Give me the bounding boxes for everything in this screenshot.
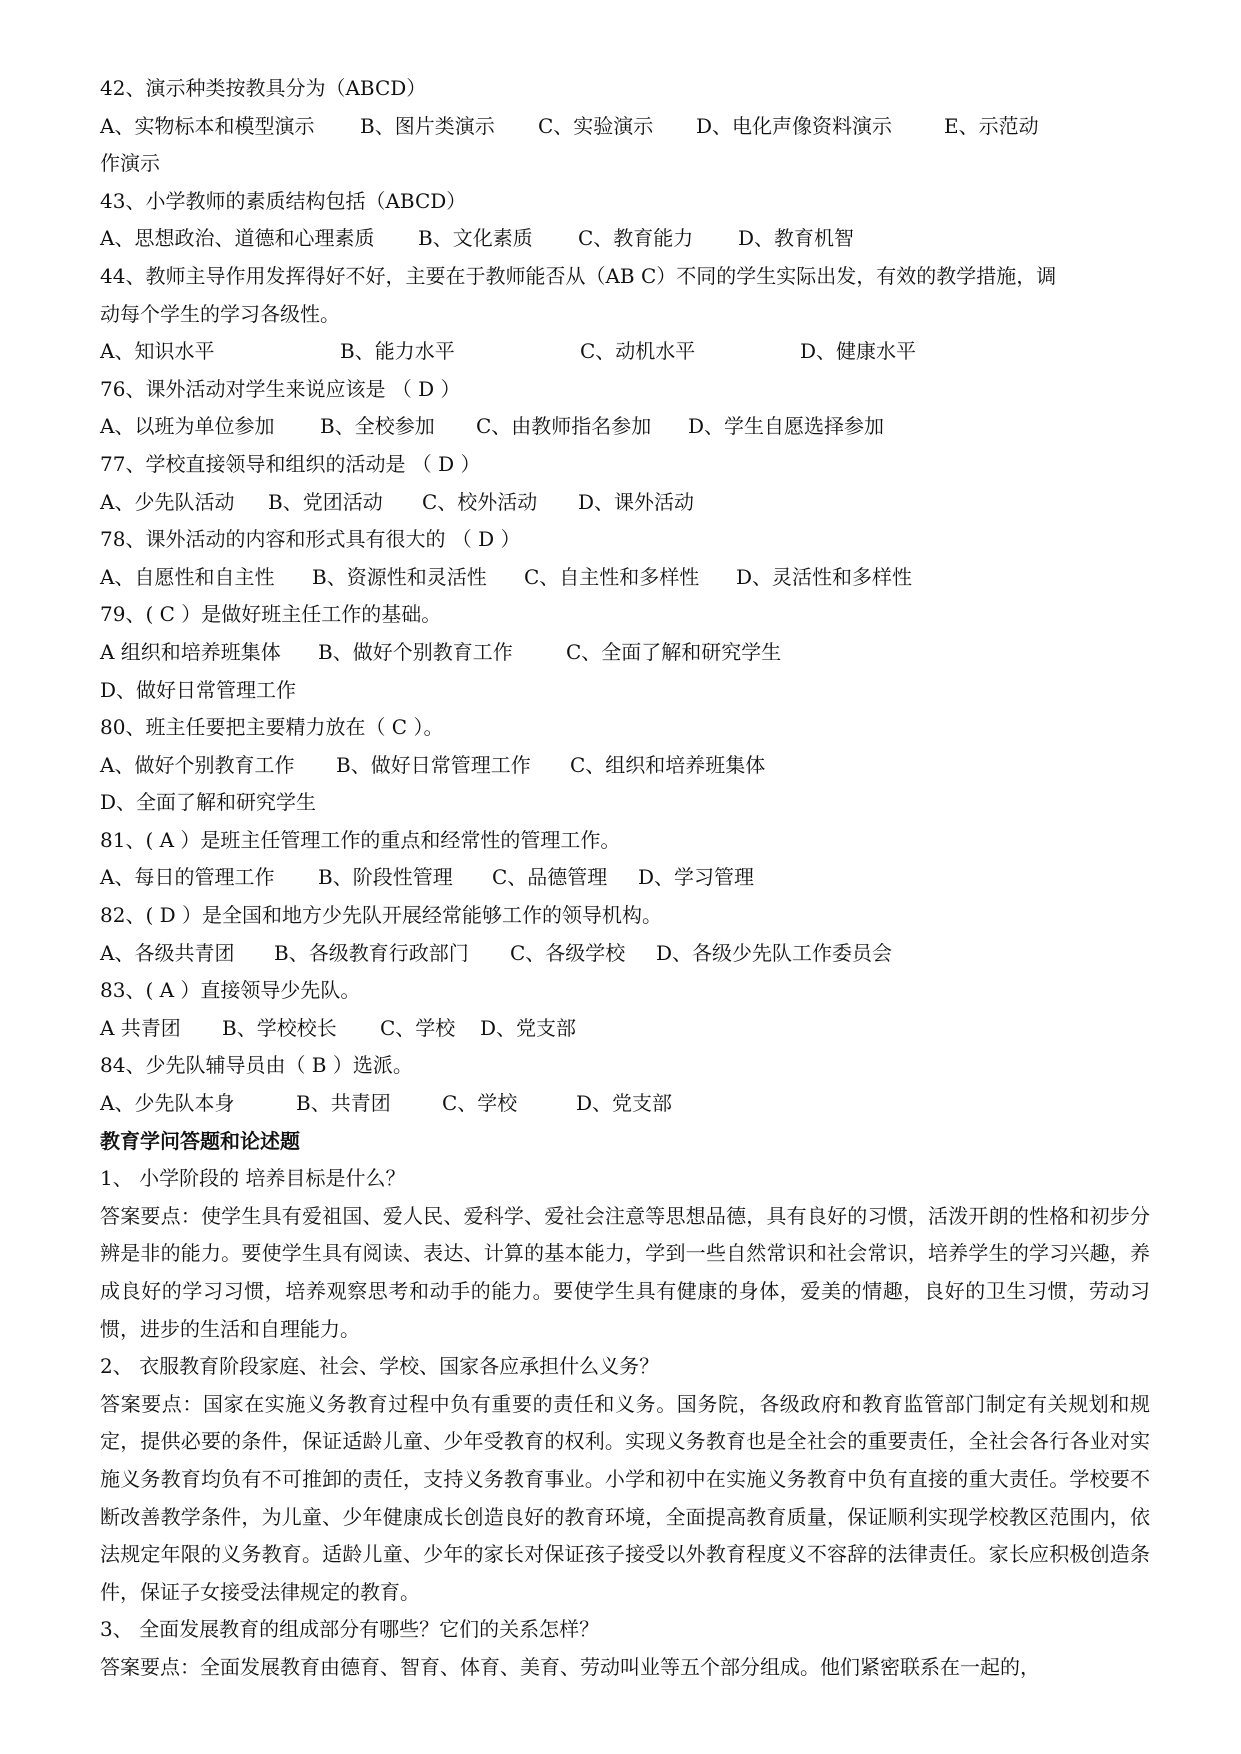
option-a: A、自愿性和自主性 bbox=[100, 564, 275, 589]
question-42: 42、演示种类按教具分为（ABCD） bbox=[100, 76, 427, 100]
option-c: C、校外活动 bbox=[422, 489, 538, 514]
option-d: D、教育机智 bbox=[738, 226, 855, 251]
option-d: D、学生自愿选择参加 bbox=[688, 414, 885, 439]
question-78-options bbox=[100, 559, 1150, 597]
option-b: B、文化素质 bbox=[418, 226, 533, 251]
question-79: 79、( C ）是做好班主任工作的基础。 bbox=[100, 602, 442, 627]
question-44-line-2: 动每个学生的学习各级性。 bbox=[100, 301, 340, 326]
question-77: 77、学校直接领导和组织的活动是 （ D ） bbox=[100, 451, 481, 476]
essay-answer-2: 答案要点：国家在实施义务教育过程中负有重要的责任和义务。国务院，各级政府和教育监管部门制定有关规划和规定，提供必要的条件，保证适龄儿童、少年受教育的权利。实现义务教育也是全社会的重要责任，全社会各行各业对实施义务教育均负有不可推卸的责任，支持义务教育事业。小学和初中在实施义务教育中负有直接的重大责任。学校要不断改善教学条件，为儿童、少年健康成长创造良好的教育环境，全面提高教育质量，保证顺利实现学校教区范围内，依法规定年限的义务教育。适龄儿童、少年的家长对保证孩子接受以外教育程度义不容辞的法律责任。家长应积极创造条件，保证子女接受法律规定的教育。 bbox=[100, 1391, 1150, 1604]
option-c: C、自主性和多样性 bbox=[524, 564, 700, 589]
question-84: 84、少先队辅导员由（ B ）选派。 bbox=[100, 1053, 413, 1078]
question-80: 80、班主任要把主要精力放在（ C ）。 bbox=[100, 715, 444, 740]
question-83-options bbox=[100, 1010, 1150, 1048]
option-b: B、图片类演示 bbox=[360, 113, 495, 138]
essay-answer-3: 答案要点：全面发展教育由德育、智育、体育、美育、劳动叫业等五个部分组成。他们紧密联系在一起的， bbox=[100, 1654, 1040, 1679]
option-c: C、学校 bbox=[380, 1015, 456, 1040]
option-a: A、做好个别教育工作 bbox=[100, 752, 295, 777]
option-a: A、少先队活动 bbox=[100, 489, 235, 514]
question-82: 82、( D ）是全国和地方少先队开展经常能够工作的领导机构。 bbox=[100, 903, 663, 928]
option-b: B、做好日常管理工作 bbox=[336, 752, 531, 777]
question-81-options bbox=[100, 859, 1150, 897]
option-d: D、课外活动 bbox=[578, 489, 695, 514]
option-d: D、做好日常管理工作 bbox=[100, 677, 297, 702]
option-a: A、少先队本身 bbox=[100, 1091, 235, 1116]
option-b: B、党团活动 bbox=[268, 489, 383, 514]
option-d: D、各级少先队工作委员会 bbox=[656, 940, 893, 965]
section-heading: 教育学问答题和论述题 bbox=[100, 1128, 300, 1153]
option-c: C、全面了解和研究学生 bbox=[566, 639, 782, 664]
option-c: C、由教师指名参加 bbox=[476, 414, 652, 439]
option-c: C、各级学校 bbox=[510, 940, 626, 965]
question-42-continuation: 作演示 bbox=[100, 151, 160, 176]
option-d: D、健康水平 bbox=[800, 339, 917, 364]
essay-question-3: 3、 全面发展教育的组成部分有哪些？它们的关系怎样？ bbox=[100, 1617, 600, 1642]
question-81: 81、( A ）是班主任管理工作的重点和经常性的管理工作。 bbox=[100, 827, 621, 852]
question-78: 78、课外活动的内容和形式具有很大的 （ D ） bbox=[100, 527, 521, 552]
option-d: D、灵活性和多样性 bbox=[736, 564, 913, 589]
question-76: 76、课外活动对学生来说应该是 （ D ） bbox=[100, 376, 461, 401]
option-d: D、学习管理 bbox=[638, 865, 755, 890]
question-76-options bbox=[100, 408, 1150, 446]
option-b: B、共青团 bbox=[296, 1091, 391, 1116]
question-42-options bbox=[100, 108, 1150, 146]
option-b: B、阶段性管理 bbox=[318, 865, 453, 890]
option-b: B、学校校长 bbox=[222, 1015, 337, 1040]
question-44-options bbox=[100, 333, 1150, 371]
essay-answer-1: 答案要点：使学生具有爱祖国、爱人民、爱科学、爱社会注意等思想品德，具有良好的习惯，活泼开朗的性格和初步分辨是非的能力。要使学生具有阅读、表达、计算的基本能力，学到一些自然常识和社会常识，培养学生的学习兴趣，养成良好的学习习惯，培养观察思考和动手的能力。要使学生具有健康的身体，爱美的情趣，良好的卫生习惯，劳动习惯，进步的生活和自理能力。 bbox=[100, 1203, 1150, 1341]
option-b: B、能力水平 bbox=[340, 339, 455, 364]
option-a: A、思想政治、道德和心理素质 bbox=[100, 226, 375, 251]
option-c: C、实验演示 bbox=[538, 113, 654, 138]
question-43: 43、小学教师的素质结构包括（ABCD） bbox=[100, 188, 467, 213]
option-a: A、实物标本和模型演示 bbox=[100, 113, 315, 138]
option-a: A、知识水平 bbox=[100, 339, 215, 364]
question-43-options bbox=[100, 220, 1150, 258]
essay-question-1: 1、 小学阶段的 培养目标是什么？ bbox=[100, 1166, 406, 1191]
document-content bbox=[100, 70, 1150, 1687]
question-83: 83、( A ）直接领导少先队。 bbox=[100, 978, 361, 1003]
question-77-options bbox=[100, 484, 1150, 522]
option-d: D、党支部 bbox=[576, 1091, 673, 1116]
option-a: A、以班为单位参加 bbox=[100, 414, 275, 439]
option-c: C、组织和培养班集体 bbox=[570, 752, 766, 777]
option-a: A、每日的管理工作 bbox=[100, 865, 275, 890]
question-79-options bbox=[100, 634, 1150, 672]
option-b: B、做好个别教育工作 bbox=[318, 639, 513, 664]
essay-question-2: 2、 衣服教育阶段家庭、社会、学校、国家各应承担什么义务？ bbox=[100, 1354, 660, 1379]
option-c: C、学校 bbox=[442, 1091, 518, 1116]
question-82-options bbox=[100, 935, 1150, 973]
option-d: D、电化声像资料演示 bbox=[696, 113, 893, 138]
option-b: B、全校参加 bbox=[320, 414, 435, 439]
option-a: A 共青团 bbox=[100, 1015, 181, 1040]
option-b: B、资源性和灵活性 bbox=[312, 564, 487, 589]
question-80-options bbox=[100, 747, 1150, 785]
option-c: C、动机水平 bbox=[580, 339, 696, 364]
option-a: A 组织和培养班集体 bbox=[100, 639, 281, 664]
option-a: A、各级共青团 bbox=[100, 940, 235, 965]
option-d: D、全面了解和研究学生 bbox=[100, 790, 317, 815]
option-e: E、示范动 bbox=[944, 113, 1039, 138]
question-44-line-1: 44、教师主导作用发挥得好不好，主要在于教师能否从（AB C）不同的学生实际出发，有效的教学措施，调 bbox=[100, 263, 1057, 288]
question-84-options bbox=[100, 1085, 1150, 1123]
option-c: C、教育能力 bbox=[578, 226, 694, 251]
option-d: D、党支部 bbox=[480, 1015, 577, 1040]
option-c: C、品德管理 bbox=[492, 865, 608, 890]
option-b: B、各级教育行政部门 bbox=[274, 940, 469, 965]
